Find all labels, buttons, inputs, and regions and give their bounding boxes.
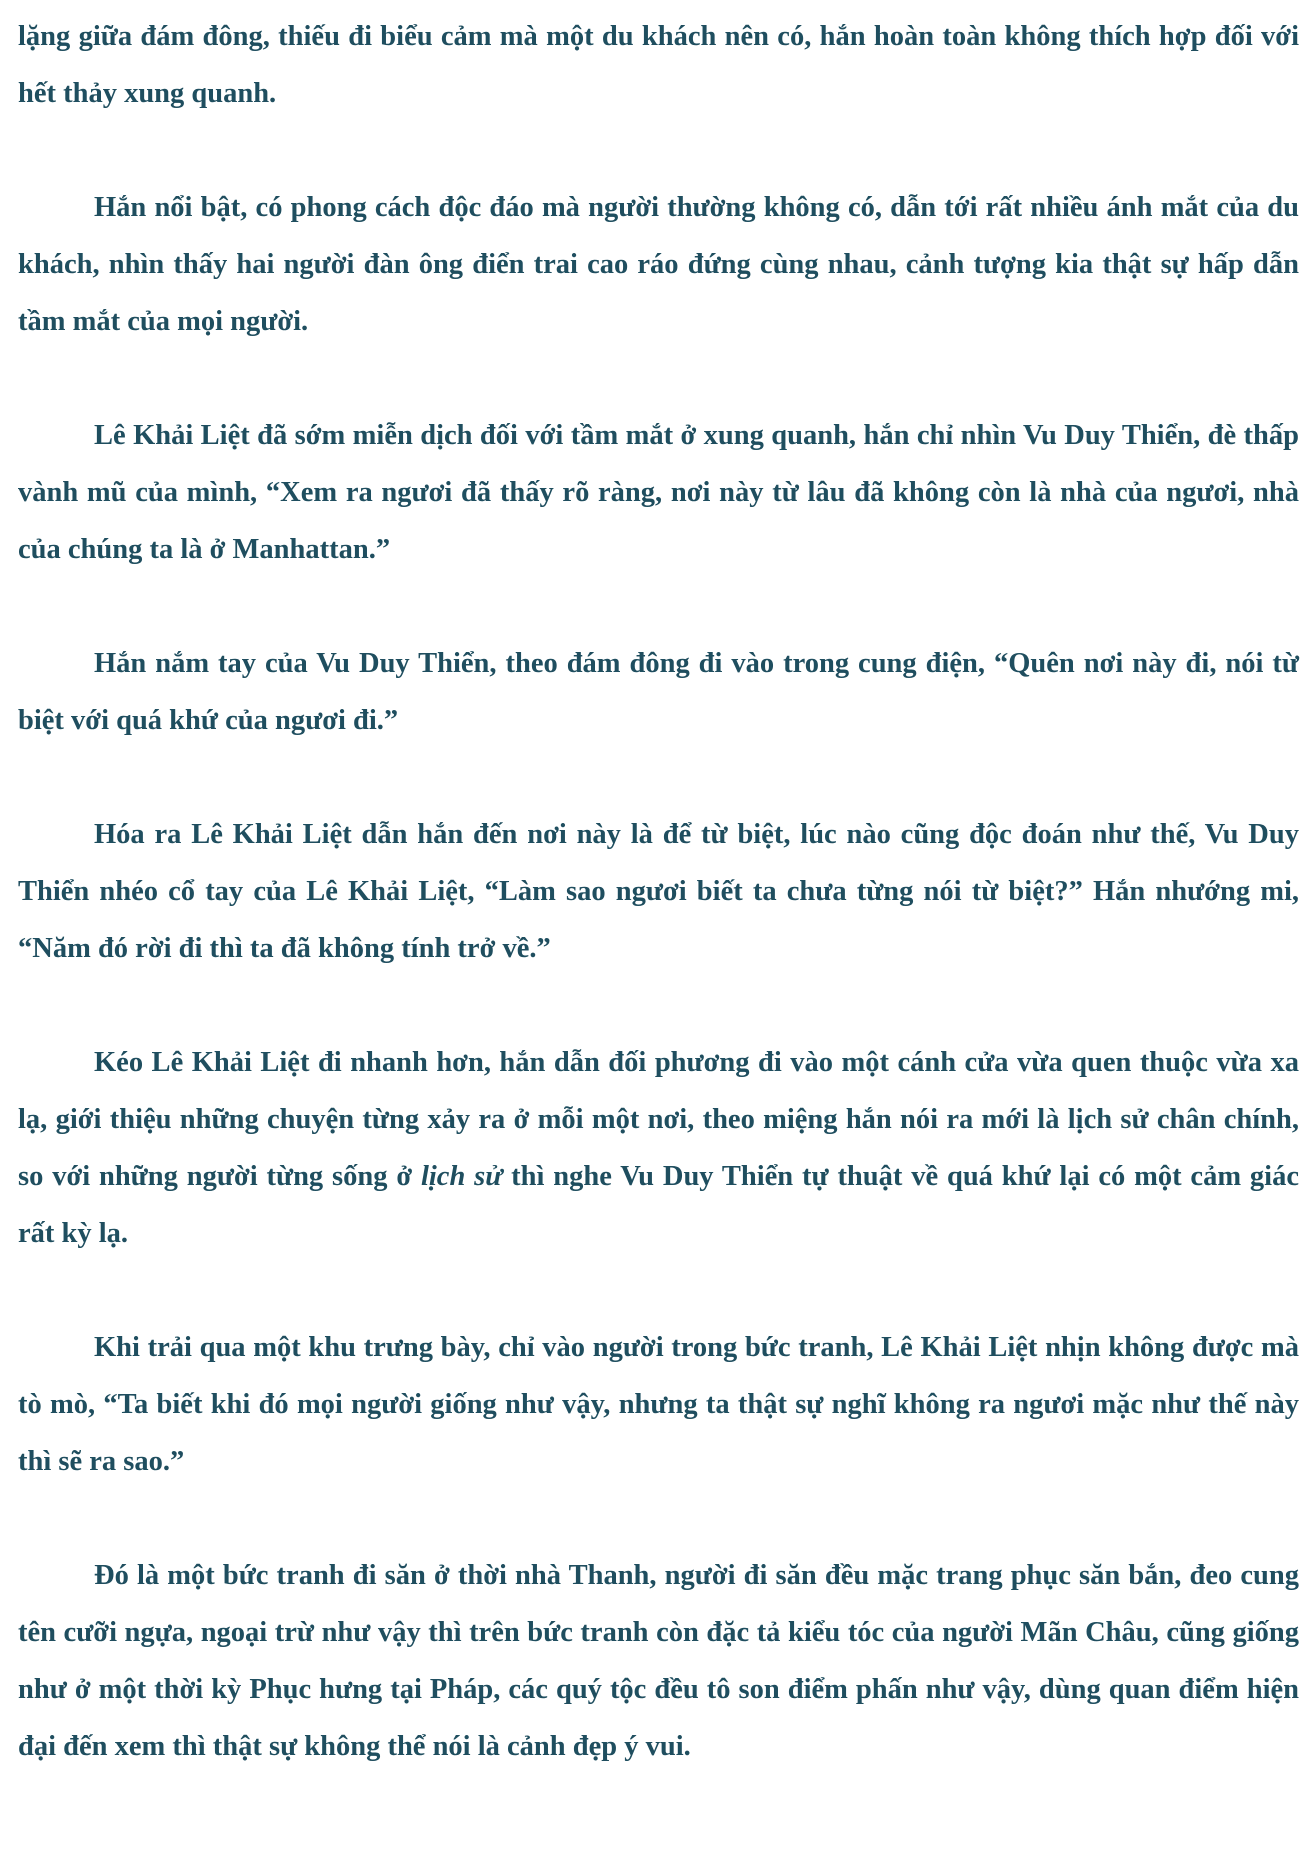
paragraph-6-italic-phrase: lịch sử [420, 1161, 503, 1192]
paragraph-4: Hắn nắm tay của Vu Duy Thiển, theo đám đông đi vào trong cung điện, “Quên nơi này đi, nói từ biệt với quá khứ của ngươi đi.” [18, 648, 1299, 736]
paragraph-6-text-after: thì nghe Vu Duy Thiển tự thuật về quá khứ lại có một cảm giác rất kỳ lạ. [18, 1161, 1299, 1249]
paragraph-6 [18, 1034, 1299, 1262]
document-page [18, 8, 1299, 1775]
paragraph-3: Lê Khải Liệt đã sớm miễn dịch đối với tầm mắt ở xung quanh, hắn chỉ nhìn Vu Duy Thiển, đè thấp vành mũ của mình, “Xem ra ngươi đã thấy rõ ràng, nơi này từ lâu đã không còn là nhà của ngươi, nhà của chúng ta là ở Manhattan.” [18, 420, 1299, 565]
paragraph-8: Đó là một bức tranh đi săn ở thời nhà Thanh, người đi săn đều mặc trang phục săn bắn, đeo cung tên cưỡi ngựa, ngoại trừ như vậy thì trên bức tranh còn đặc tả kiểu tóc của người Mãn Châu, cũng giống như ở một thời kỳ Phục hưng tại Pháp, các quý tộc đều tô son điểm phấn như vậy, dùng quan điểm hiện đại đến xem thì thật sự không thể nói là cảnh đẹp ý vui. [18, 1560, 1299, 1762]
paragraph-2: Hắn nổi bật, có phong cách độc đáo mà người thường không có, dẫn tới rất nhiều ánh mắt của du khách, nhìn thấy hai người đàn ông điển trai cao ráo đứng cùng nhau, cảnh tượng kia thật sự hấp dẫn tầm mắt của mọi người. [18, 192, 1299, 337]
paragraph-7: Khi trải qua một khu trưng bày, chỉ vào người trong bức tranh, Lê Khải Liệt nhịn không được mà tò mò, “Ta biết khi đó mọi người giống như vậy, nhưng ta thật sự nghĩ không ra ngươi mặc như thế này thì sẽ ra sao.” [18, 1332, 1299, 1477]
paragraph-5: Hóa ra Lê Khải Liệt dẫn hắn đến nơi này là để từ biệt, lúc nào cũng độc đoán như thế, Vu Duy Thiển nhéo cổ tay của Lê Khải Liệt, “Làm sao ngươi biết ta chưa từng nói từ biệt?” Hắn nhướng mi, “Năm đó rời đi thì ta đã không tính trở về.” [18, 819, 1299, 964]
paragraph-6-text-before: Kéo Lê Khải Liệt đi nhanh hơn, hắn dẫn đối phương đi vào một cánh cửa vừa quen thuộc vừa xa lạ, giới thiệu những chuyện từng xảy ra ở mỗi một nơi, theo miệng hắn nói ra mới là lịch sử chân chính, so với những người từng sống ở [18, 1047, 1299, 1192]
paragraph-1: lặng giữa đám đông, thiếu đi biểu cảm mà một du khách nên có, hắn hoàn toàn không thích hợp đối với hết thảy xung quanh. [18, 21, 1299, 109]
